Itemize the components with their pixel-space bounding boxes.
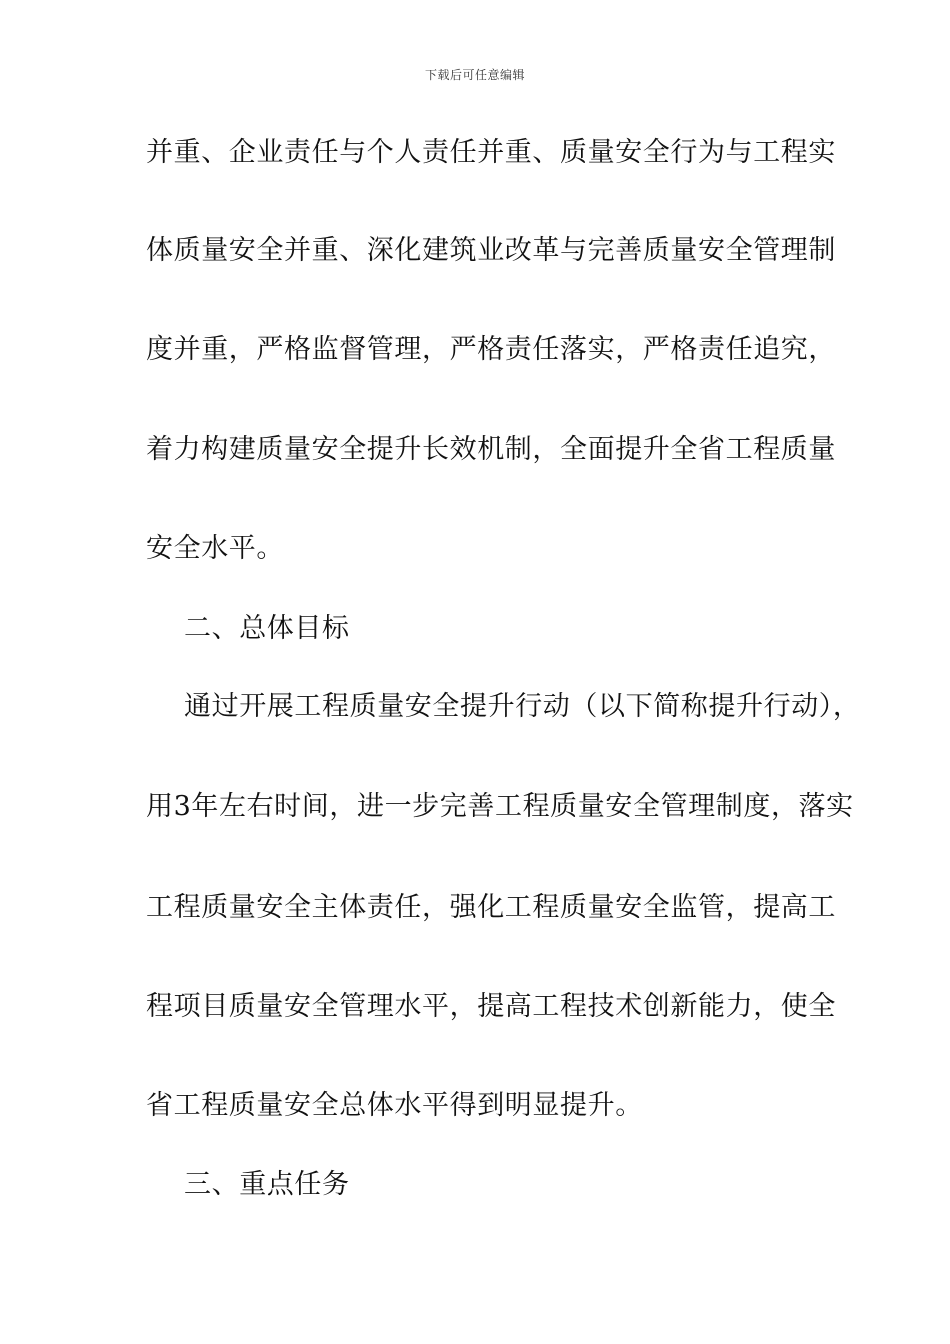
paragraph-line: 并重、企业责任与个人责任并重、质量安全行为与工程实 <box>146 137 836 168</box>
paragraph-line: 安全水平。 <box>146 533 284 564</box>
paragraph-line: 用3年左右时间，进一步完善工程质量安全管理制度，落实 <box>146 791 854 822</box>
paragraph-line: 着力构建质量安全提升长效机制，全面提升全省工程质量 <box>146 434 836 465</box>
paragraph-line: 工程质量安全主体责任，强化工程质量安全监管，提高工 <box>146 892 836 923</box>
paragraph-line: 通过开展工程质量安全提升行动（以下简称提升行动）， <box>184 691 861 722</box>
paragraph-line: 程项目质量安全管理水平，提高工程技术创新能力，使全 <box>146 991 836 1022</box>
paragraph-line: 体质量安全并重、深化建筑业改革与完善质量安全管理制 <box>146 235 836 266</box>
page-header: 下载后可任意编辑 <box>424 68 525 82</box>
paragraph-line: 度并重，严格监督管理，严格责任落实，严格责任追究， <box>146 334 836 365</box>
section-heading: 二、总体目标 <box>184 613 350 644</box>
paragraph-line: 省工程质量安全总体水平得到明显提升。 <box>146 1090 643 1121</box>
section-heading: 三、重点任务 <box>184 1169 350 1200</box>
